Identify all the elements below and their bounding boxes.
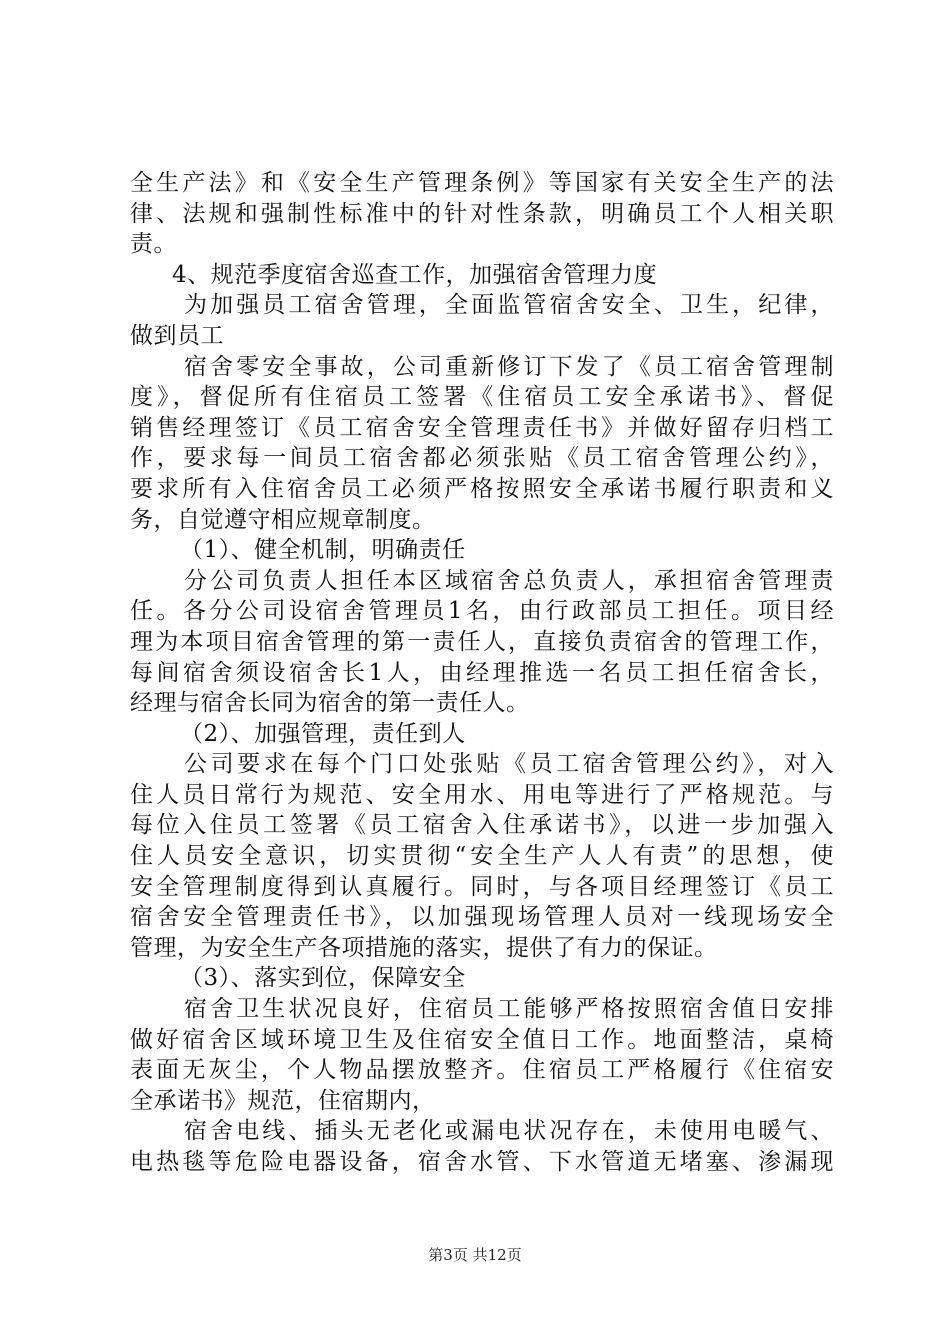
text-line: 公司要求在每个门口处张贴《员工宿舍管理公约》，对入 — [184, 751, 834, 778]
text-line: 销售经理签订《员工宿舍安全管理责任书》并做好留存归档工 — [130, 414, 834, 441]
text-line: 律、法规和强制性标准中的针对性条款，明确员工个人相关职 — [130, 200, 834, 227]
text-line: 做到员工 — [130, 322, 224, 349]
text-line: 务，自觉遵守相应规章制度。 — [130, 506, 436, 533]
text-line: （2）、加强管理，责任到人 — [180, 720, 466, 747]
text-line: 宿舍安全管理责任书》，以加强现场管理人员对一线现场安全 — [130, 904, 834, 931]
text-line: （3）、落实到位，保障安全 — [180, 965, 466, 992]
text-line: 分公司负责人担任本区域宿舍总负责人，承担宿舍管理责 — [184, 567, 834, 594]
text-line: （1）、健全机制，明确责任 — [180, 537, 466, 564]
document-body — [130, 168, 834, 1178]
text-line: 全生产法》和《安全生产管理条例》等国家有关安全生产的法 — [130, 170, 834, 196]
text-line: 全承诺书》规范，住宿期内， — [130, 1087, 436, 1114]
text-line: 住人员安全意识，切实贯彻“安全生产人人有责”的思想，使 — [130, 843, 834, 870]
text-line: 理为本项目宿舍管理的第一责任人，直接负责宿舍的管理工作， — [130, 628, 834, 655]
text-line: 宿舍零安全事故，公司重新修订下发了《员工宿舍管理制 — [184, 353, 834, 380]
page-footer: 第3页 共12页 — [428, 1246, 522, 1264]
text-line: 为加强员工宿舍管理，全面监管宿舍安全、卫生，纪律， — [184, 292, 834, 319]
text-line: 要求所有入住宿舍员工必须严格按照安全承诺书履行职责和义 — [130, 475, 834, 502]
text-line: 电热毯等危险电器设备，宿舍水管、下水管道无堵塞、渗漏现 — [130, 1149, 834, 1175]
text-line: 经理与宿舍长同为宿舍的第一责任人。 — [130, 690, 530, 717]
text-line: 宿舍卫生状况良好，住宿员工能够严格按照宿舍值日安排 — [184, 996, 834, 1023]
text-line: 住人员日常行为规范、安全用水、用电等进行了严格规范。与 — [130, 781, 834, 808]
text-line: 做好宿舍区域环境卫生及住宿安全值日工作。地面整洁，桌椅 — [130, 1026, 834, 1053]
text-line: 度》，督促所有住宿员工签署《住宿员工安全承诺书》、督促 — [130, 384, 834, 411]
text-line: 每位入住员工签署《员工宿舍入住承诺书》，以进一步加强入 — [130, 812, 834, 839]
text-line: 任。各分公司设宿舍管理员1名，由行政部员工担任。项目经 — [130, 598, 834, 625]
text-line: 宿舍电线、插头无老化或漏电状况存在，未使用电暖气、 — [184, 1118, 834, 1145]
text-line: 4、规范季度宿舍巡查工作，加强宿舍管理力度 — [172, 261, 658, 288]
text-line: 作，要求每一间员工宿舍都必须张贴《员工宿舍管理公约》， — [130, 445, 834, 472]
text-line: 责。 — [130, 231, 177, 258]
text-line: 每间宿舍须设宿舍长1人，由经理推选一名员工担任宿舍长， — [130, 659, 834, 686]
text-line: 表面无灰尘，个人物品摆放整齐。住宿员工严格履行《住宿安 — [130, 1057, 834, 1084]
text-line: 安全管理制度得到认真履行。同时，与各项目经理签订《员工 — [130, 873, 834, 900]
text-line: 管理，为安全生产各项措施的落实，提供了有力的保证。 — [130, 934, 718, 961]
